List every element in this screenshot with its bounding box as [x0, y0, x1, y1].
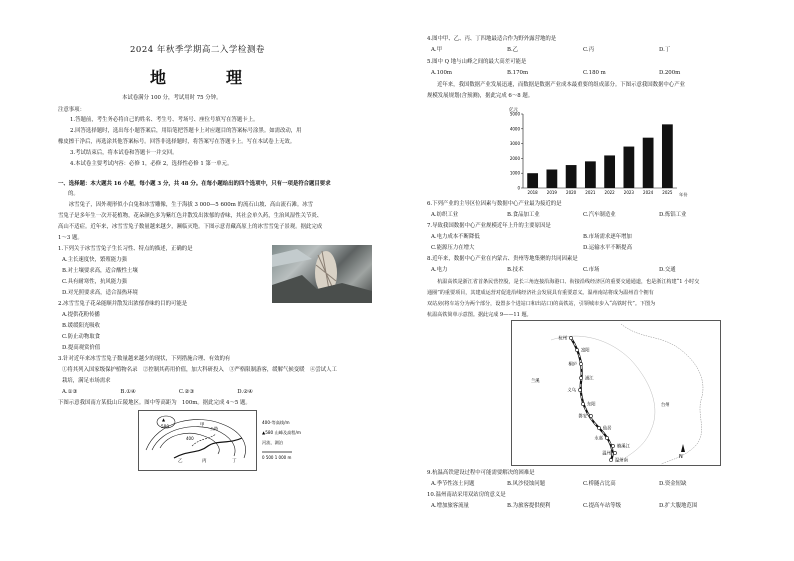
- station-label: 桐庐: [568, 362, 577, 368]
- section-heading-cont: 的。: [68, 191, 79, 197]
- x-ticks: [528, 190, 673, 195]
- bar-2023: [623, 147, 634, 188]
- exam-meta: 本试卷满分 100 分，考试用时 75 分钟。: [122, 95, 222, 101]
- snow-slope: [272, 249, 312, 267]
- q9-opt-a[interactable]: A.季节性冻土问题: [431, 481, 475, 487]
- legend-contour: 400-等高线/m: [262, 420, 290, 425]
- station-label: 磐安: [578, 414, 587, 420]
- city-lanxi: 兰溪: [531, 379, 540, 384]
- data-center-bar-chart: [497, 104, 697, 200]
- station-label: 浦江: [585, 376, 594, 382]
- q6-opt-d[interactable]: D.炼铝工业: [659, 212, 687, 218]
- q9-intro-1: 杭温高铁是浙江省首条民营控股，是长三角连接沿海港口、衔接沿线经济区的重要交通通道，也是浙江构建“1 小时交: [427, 279, 700, 285]
- road-label: 公路: [210, 426, 218, 431]
- station-dot: [589, 414, 592, 417]
- q2-opt-d[interactable]: D.提高观赏价值: [62, 345, 101, 351]
- station-label: 义乌: [567, 388, 576, 394]
- passage-line-3: 高山不适症。近年来，冰雪雪兔子数量越来越少，濒临灭绝。下图示意青藏高原上的冰雪雪兔子景观。据此完成: [58, 224, 323, 230]
- passage-line-1: 冰雪兔子，因外观形似小白兔和冰雪雕像，生于海拔 3 000—5 600m 的流石山坡、高山流石滩。冰雪: [58, 202, 314, 208]
- place-yi: 乙: [178, 459, 183, 464]
- station-dot: [611, 444, 614, 447]
- passage-line-2: 雪兔子是多年生一次开花植物，花朵颜色多为紫红色并散发出浓郁的香味，其社会单久药，生治风湿性关节炎、: [58, 213, 323, 219]
- x-tick-label: 2025: [662, 190, 673, 195]
- note-2a: 2.回答选择题时，选出每小题答案后，用铅笔把答题卡上对应题目的答案标号涂黑。如需改动，用: [70, 128, 302, 134]
- x-tick-label: 2022: [604, 190, 615, 195]
- subject-title: 地 理: [150, 68, 265, 87]
- q9-intro-4: 杭温高铁简单示意图。据此完成 9——11 题。: [427, 312, 532, 318]
- note-2b: 橡皮擦干净后，再选涂其他答案标号。回答非选择题时，将答案写在答题卡上。写在本试卷上无效。: [58, 139, 296, 145]
- q1-stem: 1.下列关于冰雪雪兔子生长习性、特点的描述，正确的是: [58, 246, 193, 252]
- station-dot: [613, 451, 616, 454]
- station-dot: [579, 362, 582, 365]
- station-label: 楠溪江: [617, 444, 630, 450]
- contour-value: 400: [186, 436, 194, 441]
- q6-opt-b[interactable]: B.食品加工业: [507, 212, 540, 218]
- q5-opt-c[interactable]: C.180 m: [583, 70, 606, 76]
- q4-stem: 4.图中甲、乙、丙、丁四地最适合作为野外露营地的是: [427, 36, 557, 42]
- legend-scale: 0 500 1 000 m: [262, 455, 292, 460]
- q5-opt-d[interactable]: D.200m: [659, 70, 681, 76]
- q3-statements-2: 栽培，满足市场需求: [62, 378, 111, 384]
- q10-stem: 10.温州南站采用双站房的意义是: [427, 492, 506, 498]
- station-label: 杭州: [558, 336, 567, 342]
- q6-intro-2: 规模发展规划(含预测)，据此完成 6～8 题。: [427, 93, 534, 99]
- q1-opt-b[interactable]: B.对土壤要求高，适合酸性土壤: [62, 268, 138, 274]
- q7-opt-a[interactable]: A.电力成本不断降低: [431, 234, 480, 240]
- bar-2025: [662, 124, 673, 188]
- q3-statements-1: ①将其列入国家级保护植物名录 ②控制其药用价值，加大科研投入 ③严格限制游客，缓解气候变暖 ④尝试人工: [62, 367, 337, 373]
- q9-intro-3: 双站房(将车站分为两个部分，设置多个进站口和出站口)的高铁站，引领城市步入“高铁时代”。下图为: [427, 301, 656, 307]
- q9-intro-2: 通圈”的重要项目，其建成运营对促进沿线经济社会发展具有重要意义。温州南站将成为温州首个拥有: [427, 290, 654, 296]
- x-tick-label: 2020: [566, 190, 577, 195]
- q4-opt-a[interactable]: A.甲: [431, 47, 442, 53]
- q2-stem: 2.冰雪雪兔子花朵能顺并散发出浓郁香味的目的可能是: [58, 301, 188, 307]
- q1-opt-d[interactable]: D.对光照要求高，适合湿热环境: [62, 290, 138, 296]
- q9-opt-d[interactable]: D.资金短缺: [659, 481, 687, 487]
- station-dot: [569, 336, 572, 339]
- q2-opt-a[interactable]: A.提供花粉传播: [62, 312, 100, 318]
- bar-2018: [527, 173, 538, 188]
- station-dot: [575, 348, 578, 351]
- q5-opt-b[interactable]: B.170m: [507, 70, 529, 76]
- q5-opt-a[interactable]: A.100m: [431, 70, 453, 76]
- q8-opt-d[interactable]: D.交通: [659, 267, 676, 273]
- q10-opt-d[interactable]: D.扩大腹地范围: [659, 503, 698, 509]
- q7-stem: 7.导致我国数据中心产业规模近年上升的主要原因是: [427, 223, 551, 229]
- map1-intro: 下图示意我国南方某低山丘陵地区。图中等高距为 100m。据此完成 4～5 题。: [58, 400, 251, 406]
- q6-stem: 6.下列产业的主导区位因素与数据中心产业最为接近的是: [427, 201, 562, 207]
- bar-2020: [566, 165, 577, 188]
- compass-icon: N: [679, 454, 683, 460]
- section-heading: 一、选择题：本大题共 16 小题，每小题 3 分，共 48 分。在每小题给出的四个选项中，只有一项是符合题目要求: [58, 181, 331, 187]
- x-tick-label: 2018: [527, 190, 538, 195]
- station-dot: [609, 458, 612, 461]
- station-dot: [581, 402, 584, 405]
- station-label: 永嘉: [594, 436, 603, 442]
- x-tick-label: 2024: [643, 190, 654, 195]
- y-tick-label: 3000: [509, 141, 520, 147]
- note-3: 3.考试结束后，将本试卷和答题卡一并交回。: [70, 150, 178, 156]
- q7-opt-c[interactable]: C.能源压力在增大: [431, 245, 475, 251]
- q1-opt-a[interactable]: A.主长速度快，繁殖能力强: [62, 257, 127, 263]
- hangwen-railway-map: [511, 320, 721, 466]
- q6-intro-1: 近年来，我国数据产业发展迅速，而数据是数据产业成本最重要的组成部分。下图示意我国数据中心产业: [437, 82, 685, 88]
- q3-stem: 3.针对近年来冰雪雪兔子数量越来越少的现状，下列措施合理、有效的有: [58, 356, 231, 362]
- place-bing: 丙: [202, 459, 207, 464]
- station-dot: [605, 436, 608, 439]
- y-tick-label: 0: [517, 185, 520, 191]
- right-column: [397, 0, 794, 561]
- q7-opt-d[interactable]: D.运输水平不断提高: [583, 245, 632, 251]
- snow-lotus-illustration: [272, 245, 372, 303]
- q4-opt-c[interactable]: C.丙: [583, 47, 595, 53]
- q8-opt-b[interactable]: B.技术: [507, 267, 524, 273]
- bar-2019: [546, 170, 557, 189]
- rail-map-frame: [512, 321, 721, 466]
- y-ticks: [510, 112, 523, 191]
- notes-heading: 注意事项：: [58, 107, 85, 113]
- station-label: 温州南: [615, 458, 628, 464]
- snow-lotus-photo: [272, 245, 372, 303]
- station-label: 仙居: [603, 426, 612, 432]
- station-dot: [578, 388, 581, 391]
- passage-line-4: 1～3 题。: [58, 235, 83, 241]
- q10-opt-c[interactable]: C.提高车站等级: [583, 503, 621, 509]
- bar-2022: [604, 155, 615, 188]
- station-label: 温州: [602, 451, 611, 457]
- q2-opt-b[interactable]: B.缓缓阳光吸收: [62, 323, 101, 329]
- x-tick-label: 2021: [585, 190, 596, 195]
- q2-opt-c[interactable]: C.防止动物取食: [62, 334, 100, 340]
- q4-opt-d[interactable]: D.丁: [659, 47, 671, 53]
- peak-elevation: 580: [161, 424, 169, 429]
- q9-stem: 9.杭温高铁建设过程中可能需要解决的困难是: [427, 470, 535, 476]
- q4-opt-b[interactable]: B.乙: [507, 47, 519, 53]
- peak-icon: ▲: [162, 417, 166, 422]
- legend-peak: ▲580 山峰及高程/m: [262, 430, 301, 435]
- q8-stem: 8.近年来，数据中心产业在内蒙古、贵州等地集聚的共同因素是: [427, 256, 578, 262]
- place-ding: 丁: [232, 459, 237, 464]
- x-tick-label: 2023: [623, 190, 634, 195]
- y-axis-label: 亿元: [509, 108, 518, 113]
- city-taizhou: 台州: [661, 403, 670, 408]
- contour-map: [138, 410, 378, 472]
- q8-opt-c[interactable]: C.市场: [583, 267, 600, 273]
- q9-opt-b[interactable]: B.风沙侵蚀问题: [507, 481, 546, 487]
- y-tick-label: 1000: [509, 170, 520, 176]
- exam-title: 2024 年秋季学期高二入学检测卷: [130, 45, 265, 55]
- y-tick-label: 2000: [509, 155, 520, 161]
- q8-opt-a[interactable]: A.电力: [431, 267, 448, 273]
- station-dot: [597, 426, 600, 429]
- station-label: 东阳: [587, 402, 596, 408]
- q10-opt-b[interactable]: B.为旅客提供便利: [507, 503, 551, 509]
- bars: [527, 124, 673, 188]
- q3-options[interactable]: A.①③ B.①④ C.②③ D.②④: [62, 389, 253, 395]
- q7-opt-b[interactable]: B.市场需求逐年增加: [583, 234, 632, 240]
- q6-opt-a[interactable]: A.纺织工业: [431, 212, 459, 218]
- q6-opt-c[interactable]: C.汽车制造业: [583, 212, 616, 218]
- note-4: 4.本试卷主要考试内容：必修 1，必修 2，选择性必修 1 第一单元。: [70, 161, 233, 167]
- x-axis-label: 年份: [679, 192, 688, 197]
- note-1: 1.答题前，考生务必将自己的姓名、考生号、考场号、座位号填写在答题卡上。: [70, 117, 259, 123]
- y-tick-label: 5000: [509, 111, 520, 117]
- bar-2024: [643, 138, 654, 188]
- q5-stem: 5.图中 Q 地与山峰之间的最大高差可能是: [427, 59, 527, 65]
- station-dot: [579, 376, 582, 379]
- q9-opt-c[interactable]: C.桥隧占比高: [583, 481, 616, 487]
- bar-2021: [585, 161, 596, 188]
- place-jia: 甲: [200, 423, 205, 428]
- y-tick-label: 4000: [509, 126, 520, 132]
- station-label: 富阳: [581, 348, 590, 354]
- q1-opt-c[interactable]: C.具有耐寒性，抗风能力强: [62, 279, 127, 285]
- q10-opt-a[interactable]: A.增加旅客流量: [431, 503, 469, 509]
- x-tick-label: 2019: [546, 190, 557, 195]
- legend-river: 河流、湖泊: [262, 440, 283, 445]
